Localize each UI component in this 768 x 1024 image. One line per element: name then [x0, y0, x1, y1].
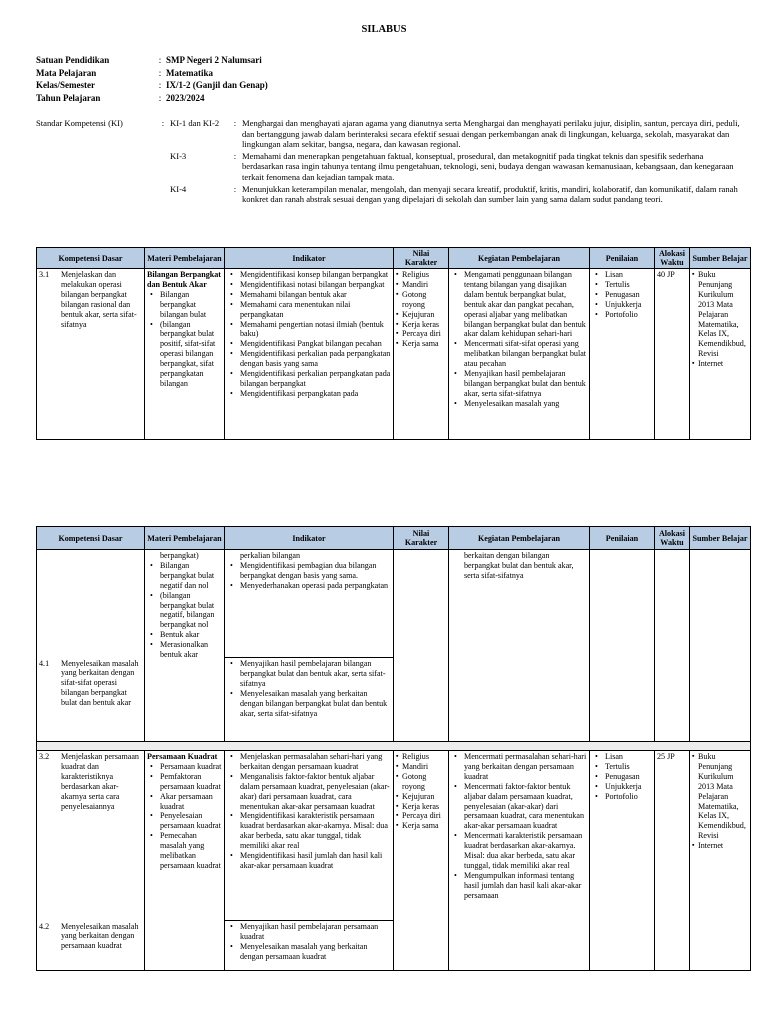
- list-item: • Memahami bilangan bentuk akar: [227, 290, 391, 300]
- meta-row: Mata Pelajaran : Matematika: [36, 67, 213, 78]
- ki-code: KI-4: [170, 183, 187, 194]
- list-item: ▪ Gotong royong: [396, 290, 446, 310]
- kd-text: Menjelaskan persamaan kuadrat dan karakteristiknya berdasarkan akar-akarnya serta cara penyelesaiannya: [61, 752, 139, 811]
- col-header: Penilaian: [590, 248, 655, 269]
- table-header-row: [37, 248, 751, 269]
- list-item: • Bilangan berpangkat bilangan bulat: [147, 290, 222, 320]
- col-header: Nilai Karakter: [394, 248, 449, 269]
- list-item: • Mencermati sifat-sifat operasi yang melibatkan bilangan berpangkat bulat atau pecahan: [451, 339, 587, 369]
- list-item: ▪ Buku Penunjang Kurikulum 2013 Mata Pelajaran Matematika, Kelas IX, Kemendikbud, Revisi: [692, 752, 748, 841]
- meta-row: Satuan Pendidikan : SMP Negeri 2 Nalumsari: [36, 55, 262, 65]
- syllabus-table-2: [36, 526, 751, 971]
- col-header: Sumber Belajar: [690, 527, 751, 550]
- list-item: ▪ Religius: [396, 270, 446, 280]
- sumber-cell: [690, 550, 751, 742]
- list-item: • Menyederhanakan operasi pada perpangkatan: [227, 581, 391, 591]
- list-item: • Mengidentifikasi hasil jumlah dan hasil kali akar-akar persamaan kuadrat: [227, 851, 391, 871]
- meta-row: Kelas/Semester : IX/1-2 (Ganjil dan Genap): [36, 80, 268, 90]
- core-competency-block: [36, 118, 746, 206]
- list-item: ▪ Mandiri: [396, 280, 446, 290]
- kd-cell: [37, 751, 145, 921]
- materi-heading: Persamaan Kuadrat: [147, 752, 218, 761]
- list-item: • Mengumpulkan informasi tentang hasil jumlah dan hasil kali akar-akar persamaan: [451, 871, 587, 901]
- list-item: • Menyelesaikan masalah yang: [451, 399, 587, 409]
- list-item: ▪ Gotong royong: [396, 772, 446, 792]
- kd-number: 3.2: [39, 752, 50, 761]
- list-item: ▪ Kerja keras: [396, 802, 446, 812]
- indikator-cell: [225, 658, 394, 742]
- separator-row: [37, 742, 751, 751]
- kegiatan-continued: berkaitan dengan bilangan berpangkat bulat dan bentuk akar, serta sifat-sifatnya: [464, 551, 574, 580]
- list-item: • Tertulis: [592, 280, 652, 290]
- col-header: Alokasi Waktu: [655, 527, 690, 550]
- kegiatan-cell: [449, 550, 590, 742]
- indikator-cell: [225, 921, 394, 971]
- indikator-cell: [225, 269, 394, 440]
- list-item: • Menyajikan hasil pembelajaran persamaan kuadrat: [227, 922, 391, 942]
- list-item: • Mencermati karakteristik persamaan kuadrat berdasarkan akar-akarnya. Misal: dua akar berbeda, satu akar tunggal, tidak memiliki akar real: [451, 831, 587, 871]
- list-item: • Mengidentifikasi karakteristik persamaan kuadrat berdasarkan akar-akarnya. Misal: dua akar berbeda, satu akar tunggal, tidak memiliki akar real: [227, 811, 391, 851]
- materi-cell: [145, 269, 225, 440]
- table-row: [37, 751, 751, 921]
- list-item: • Bentuk akar: [147, 630, 222, 640]
- list-item: • Memahami pengertian notasi ilmiah (bentuk baku): [227, 320, 391, 340]
- meta-value: IX/1-2 (Ganjil dan Genap): [166, 80, 268, 90]
- sumber-cell: [690, 269, 751, 440]
- list-item: • Mengamati penggunaan bilangan tentang bilangan yang disajikan dalam bentuk berpangkat bulat, bentuk akar dan pangkat pecahan, operasi aljabar yang melibatkan bilangan berpangkat bulat dan bentuk akar dalam kehidupan sehari-hari: [451, 270, 587, 339]
- penilaian-cell: [590, 550, 655, 742]
- col-header: Kegiatan Pembelajaran: [449, 527, 590, 550]
- kegiatan-cell: [449, 269, 590, 440]
- table-row: [37, 269, 751, 440]
- list-item: • Portofolio: [592, 792, 652, 802]
- indikator-continued: perkalian bilangan: [240, 551, 301, 560]
- nilai-cell: [394, 550, 449, 742]
- ki-row: KI-4 : Menunjukkan keterampilan menalar, mengolah, dan menyaji secara kreatif, produktif, kritis, mandiri, kolaboratif, dan komunikatif, dalam ranah konkret dan ranah abstrak sesuai dengan yang dipelajari di sekolah dan sumber lain yang sama dalam sudut pandang teori.: [36, 184, 746, 205]
- indikator-cell: [225, 751, 394, 921]
- kd-number: 4.2: [39, 921, 50, 931]
- list-item: • Penyelesaian persamaan kuadrat: [147, 811, 222, 831]
- list-item: • Unjukkerja: [592, 300, 652, 310]
- list-item: • Akar persamaan kuadrat: [147, 792, 222, 812]
- ki-text: Menghargai dan menghayati ajaran agama yang dianutnya serta Menghargai dan menghayati perilaku jujur, disiplin, santun, percaya diri, peduli, dan bertanggung jawab dalam berinteraksi secara efektif sesuai dengan perkembangan anak di lingkungan, keluarga, sekolah, masyarakat dan lingkungan alam sekitar, bangsa, negara, dan kawasan regional.: [242, 118, 740, 150]
- sumber-cell: [690, 751, 751, 971]
- list-item: • Unjukkerja: [592, 782, 652, 792]
- list-item: ▪ Internet: [692, 359, 748, 369]
- penilaian-cell: [590, 751, 655, 971]
- col-header: Indikator: [225, 248, 394, 269]
- meta-label: Kelas/Semester: [36, 80, 95, 90]
- indikator-cell: [225, 550, 394, 658]
- kd-text: Menjelaskan dan melakukan operasi bilangan berpangkat bilangan rasional dan bentuk akar, serta sifat-sifatnya: [61, 270, 137, 329]
- list-item: • Mengidentifikasi pembagian dua bilangan berpangkat dengan basis yang sama.: [227, 561, 391, 581]
- kd-cell: [37, 550, 145, 658]
- meta-value: Matematika: [166, 67, 213, 78]
- list-item: • Menyajikan hasil pembelajaran bilangan berpangkat bulat dan bentuk akar, serta sifat-sifatnya: [451, 369, 587, 399]
- alokasi-cell: [655, 550, 690, 742]
- meta-label: Tahun Pelajaran: [36, 92, 101, 103]
- table-row: [37, 550, 751, 658]
- kegiatan-cell: [449, 751, 590, 971]
- list-item: ▪ Mandiri: [396, 762, 446, 772]
- kd-text: Menyelesaikan masalah yang berkaitan dengan persamaan kuadrat: [61, 921, 139, 951]
- list-item: • Penugasan: [592, 772, 652, 782]
- list-item: • Memahami cara menentukan nilai perpangkatan: [227, 300, 391, 320]
- list-item: ▪ Kerja keras: [396, 320, 446, 330]
- list-item: • Menyajikan hasil pembelajaran bilangan berpangkat bulat dan bentuk akar, serta sifat-sifatnya: [227, 659, 391, 689]
- list-item: • Menyelesaikan masalah yang berkaitan dengan bilangan berpangkat bulat dan bentuk akar, serta sifat-sifatnya: [227, 689, 391, 719]
- list-item: ▪ Kerja sama: [396, 821, 446, 831]
- list-item: • Menyelesaikan masalah yang berkaitan dengan persamaan kuadrat: [227, 942, 391, 962]
- list-item: • Mengidentifikasi konsep bilangan berpangkat: [227, 270, 391, 280]
- list-item: ▪ Buku Penunjang Kurikulum 2013 Mata Pelajaran Matematika, Kelas IX, Kemendikbud, Revisi: [692, 270, 748, 359]
- col-header: Kompetensi Dasar: [37, 248, 145, 269]
- ki-text: Memahami dan menerapkan pengetahuan faktual, konseptual, prosedural, dan metakognitif pada tingkat teknis dan spesifik sederhana berdasarkan rasa ingin tahunya tentang ilmu pengetahuan, teknologi, seni, budaya dengan wawasan kemanusiaan, kebangsaan, dan kenegaraan terkait fenomena dan kejadian tampak mata.: [242, 150, 734, 182]
- list-item: ▪ Percaya diri: [396, 811, 446, 821]
- table-header-row: [37, 527, 751, 550]
- ki-label: Standar Kompetensi (KI): [36, 118, 123, 128]
- penilaian-cell: [590, 269, 655, 440]
- kd-number: 3.1: [39, 270, 50, 279]
- list-item: • Lisan: [592, 270, 652, 280]
- list-item: ▪ Kejujuran: [396, 792, 446, 802]
- col-header: Alokasi Waktu: [655, 248, 690, 269]
- col-header: Sumber Belajar: [690, 248, 751, 269]
- list-item: ▪ Kerja sama: [396, 339, 446, 349]
- list-item: • Mengidentifikasi Pangkat bilangan pecahan: [227, 339, 391, 349]
- list-item: ▪ Religius: [396, 752, 446, 762]
- list-item: • Mengidentifikasi notasi bilangan berpangkat: [227, 280, 391, 290]
- alokasi-cell: 40 JP: [655, 269, 690, 440]
- col-header: Kegiatan Pembelajaran: [449, 248, 590, 269]
- list-item: • Mencermati faktor-faktor bentuk aljabar dalam persamaan kuadrat, penyelesaian (akar-akar) dari persamaan kuadrat, cara menentukan akar-akar persamaan kuadrat: [451, 782, 587, 832]
- identity-block: [36, 54, 268, 104]
- nilai-cell: [394, 751, 449, 971]
- list-item: • Pemecahan masalah yang melibatkan persamaan kuadrat: [147, 831, 222, 871]
- list-item: • (bilangan berpangkat bulat negatif, bilangan berpangkat nol: [147, 591, 222, 631]
- meta-label: Satuan Pendidikan: [36, 55, 110, 65]
- materi-heading: Bilangan Berpangkat dan Bentuk Akar: [147, 270, 221, 289]
- list-item: ▪ Kejujuran: [396, 310, 446, 320]
- list-item: • Bilangan berpangkat bulat negatif dan nol: [147, 561, 222, 591]
- kd-cell: [37, 921, 145, 971]
- syllabus-table-1: [36, 247, 751, 440]
- ki-text: Menunjukkan keterampilan menalar, mengolah, dan menyaji secara kreatif, produktif, kritis, mandiri, kolaboratif, dan komunikatif, dalam ranah konkret dan ranah abstrak sesuai dengan yang dipelajari di sekolah dan sumber lain yang sama dalam sudut pandang teori.: [242, 183, 738, 205]
- alokasi-cell: 25 JP: [655, 751, 690, 971]
- list-item: • Menjelaskan permasalahan sehari-hari yang berkaitan dengan persamaan kuadrat: [227, 752, 391, 772]
- col-header: Materi Pembelajaran: [145, 248, 225, 269]
- ki-row: Standar Kompetensi (KI) : KI-1 dan KI-2 : Menghargai dan menghayati ajaran agama yang dianutnya serta Menghargai dan menghayati perilaku jujur, disiplin, santun, percaya diri, peduli, dan bertanggung jawab dalam berinteraksi secara efektif sesuai dengan perkembangan anak di lingkungan, keluarga, sekolah, masyarakat dan lingkungan alam sekitar, bangsa, negara, dan kawasan regional.: [36, 118, 746, 150]
- list-item: • Penugasan: [592, 290, 652, 300]
- list-item: • Pemfaktoran persamaan kuadrat: [147, 772, 222, 792]
- kd-text: Menyelesaikan masalah yang berkaitan dengan sifat-sifat operasi bilangan berpangkat bulat dan bentuk akar: [61, 658, 139, 708]
- document-title: SILABUS: [361, 24, 407, 35]
- list-item: • Menganalisis faktor-faktor bentuk aljabar dalam persamaan kuadrat, penyelesaian (akar-akar) dari persamaan kuadrat, cara menentukan akar-akar persamaan kuadrat: [227, 772, 391, 812]
- list-item: • Merasionalkan bentuk akar: [147, 640, 222, 660]
- list-item: • Mengidentifikasi perkalian pada perpangkatan dengan basis yang sama: [227, 349, 391, 369]
- list-item: ▪ Percaya diri: [396, 329, 446, 339]
- list-item: • Persamaan kuadrat: [147, 762, 222, 772]
- kd-cell: [37, 269, 145, 440]
- materi-cell: [145, 550, 225, 742]
- col-header: Kompetensi Dasar: [37, 527, 145, 550]
- nilai-cell: [394, 269, 449, 440]
- ki-code: KI-3: [170, 150, 187, 161]
- list-item: • (bilangan berpangkat bulat positif, sifat-sifat operasi bilangan berpangkat, sifat perpangkatan bilangan: [147, 320, 222, 389]
- materi-cell: [145, 751, 225, 971]
- list-item: • Mengidentifikasi perpangkatan pada: [227, 389, 391, 399]
- list-item: • Tertulis: [592, 762, 652, 772]
- materi-continued: berpangkat): [160, 551, 199, 560]
- list-item: • Lisan: [592, 752, 652, 762]
- col-header: Materi Pembelajaran: [145, 527, 225, 550]
- list-item: • Portofolio: [592, 310, 652, 320]
- col-header: Penilaian: [590, 527, 655, 550]
- meta-row: Tahun Pelajaran : 2023/2024: [36, 92, 205, 103]
- meta-label: Mata Pelajaran: [36, 67, 97, 78]
- meta-value: 2023/2024: [166, 92, 205, 103]
- list-item: • Mencermati permasalahan sehari-hari yang berkaitan dengan persamaan kuadrat: [451, 752, 587, 782]
- col-header: Indikator: [225, 527, 394, 550]
- meta-value: SMP Negeri 2 Nalumsari: [166, 55, 262, 65]
- col-header: Nilai Karakter: [394, 527, 449, 550]
- ki-row: KI-3 : Memahami dan menerapkan pengetahuan faktual, konseptual, prosedural, dan metakognitif pada tingkat teknis dan spesifik sederhana berdasarkan rasa ingin tahunya tentang ilmu pengetahuan, teknologi, seni, budaya dengan wawasan kemanusiaan, kebangsaan, dan kenegaraan terkait fenomena dan kejadian tampak mata.: [36, 151, 746, 183]
- kd-cell: [37, 658, 145, 742]
- kd-number: 4.1: [39, 658, 50, 668]
- list-item: ▪ Internet: [692, 841, 748, 851]
- ki-code: KI-1 dan KI-2: [170, 118, 220, 128]
- list-item: • Mengidentifikasi perkalian perpangkatan pada bilangan berpangkat: [227, 369, 391, 389]
